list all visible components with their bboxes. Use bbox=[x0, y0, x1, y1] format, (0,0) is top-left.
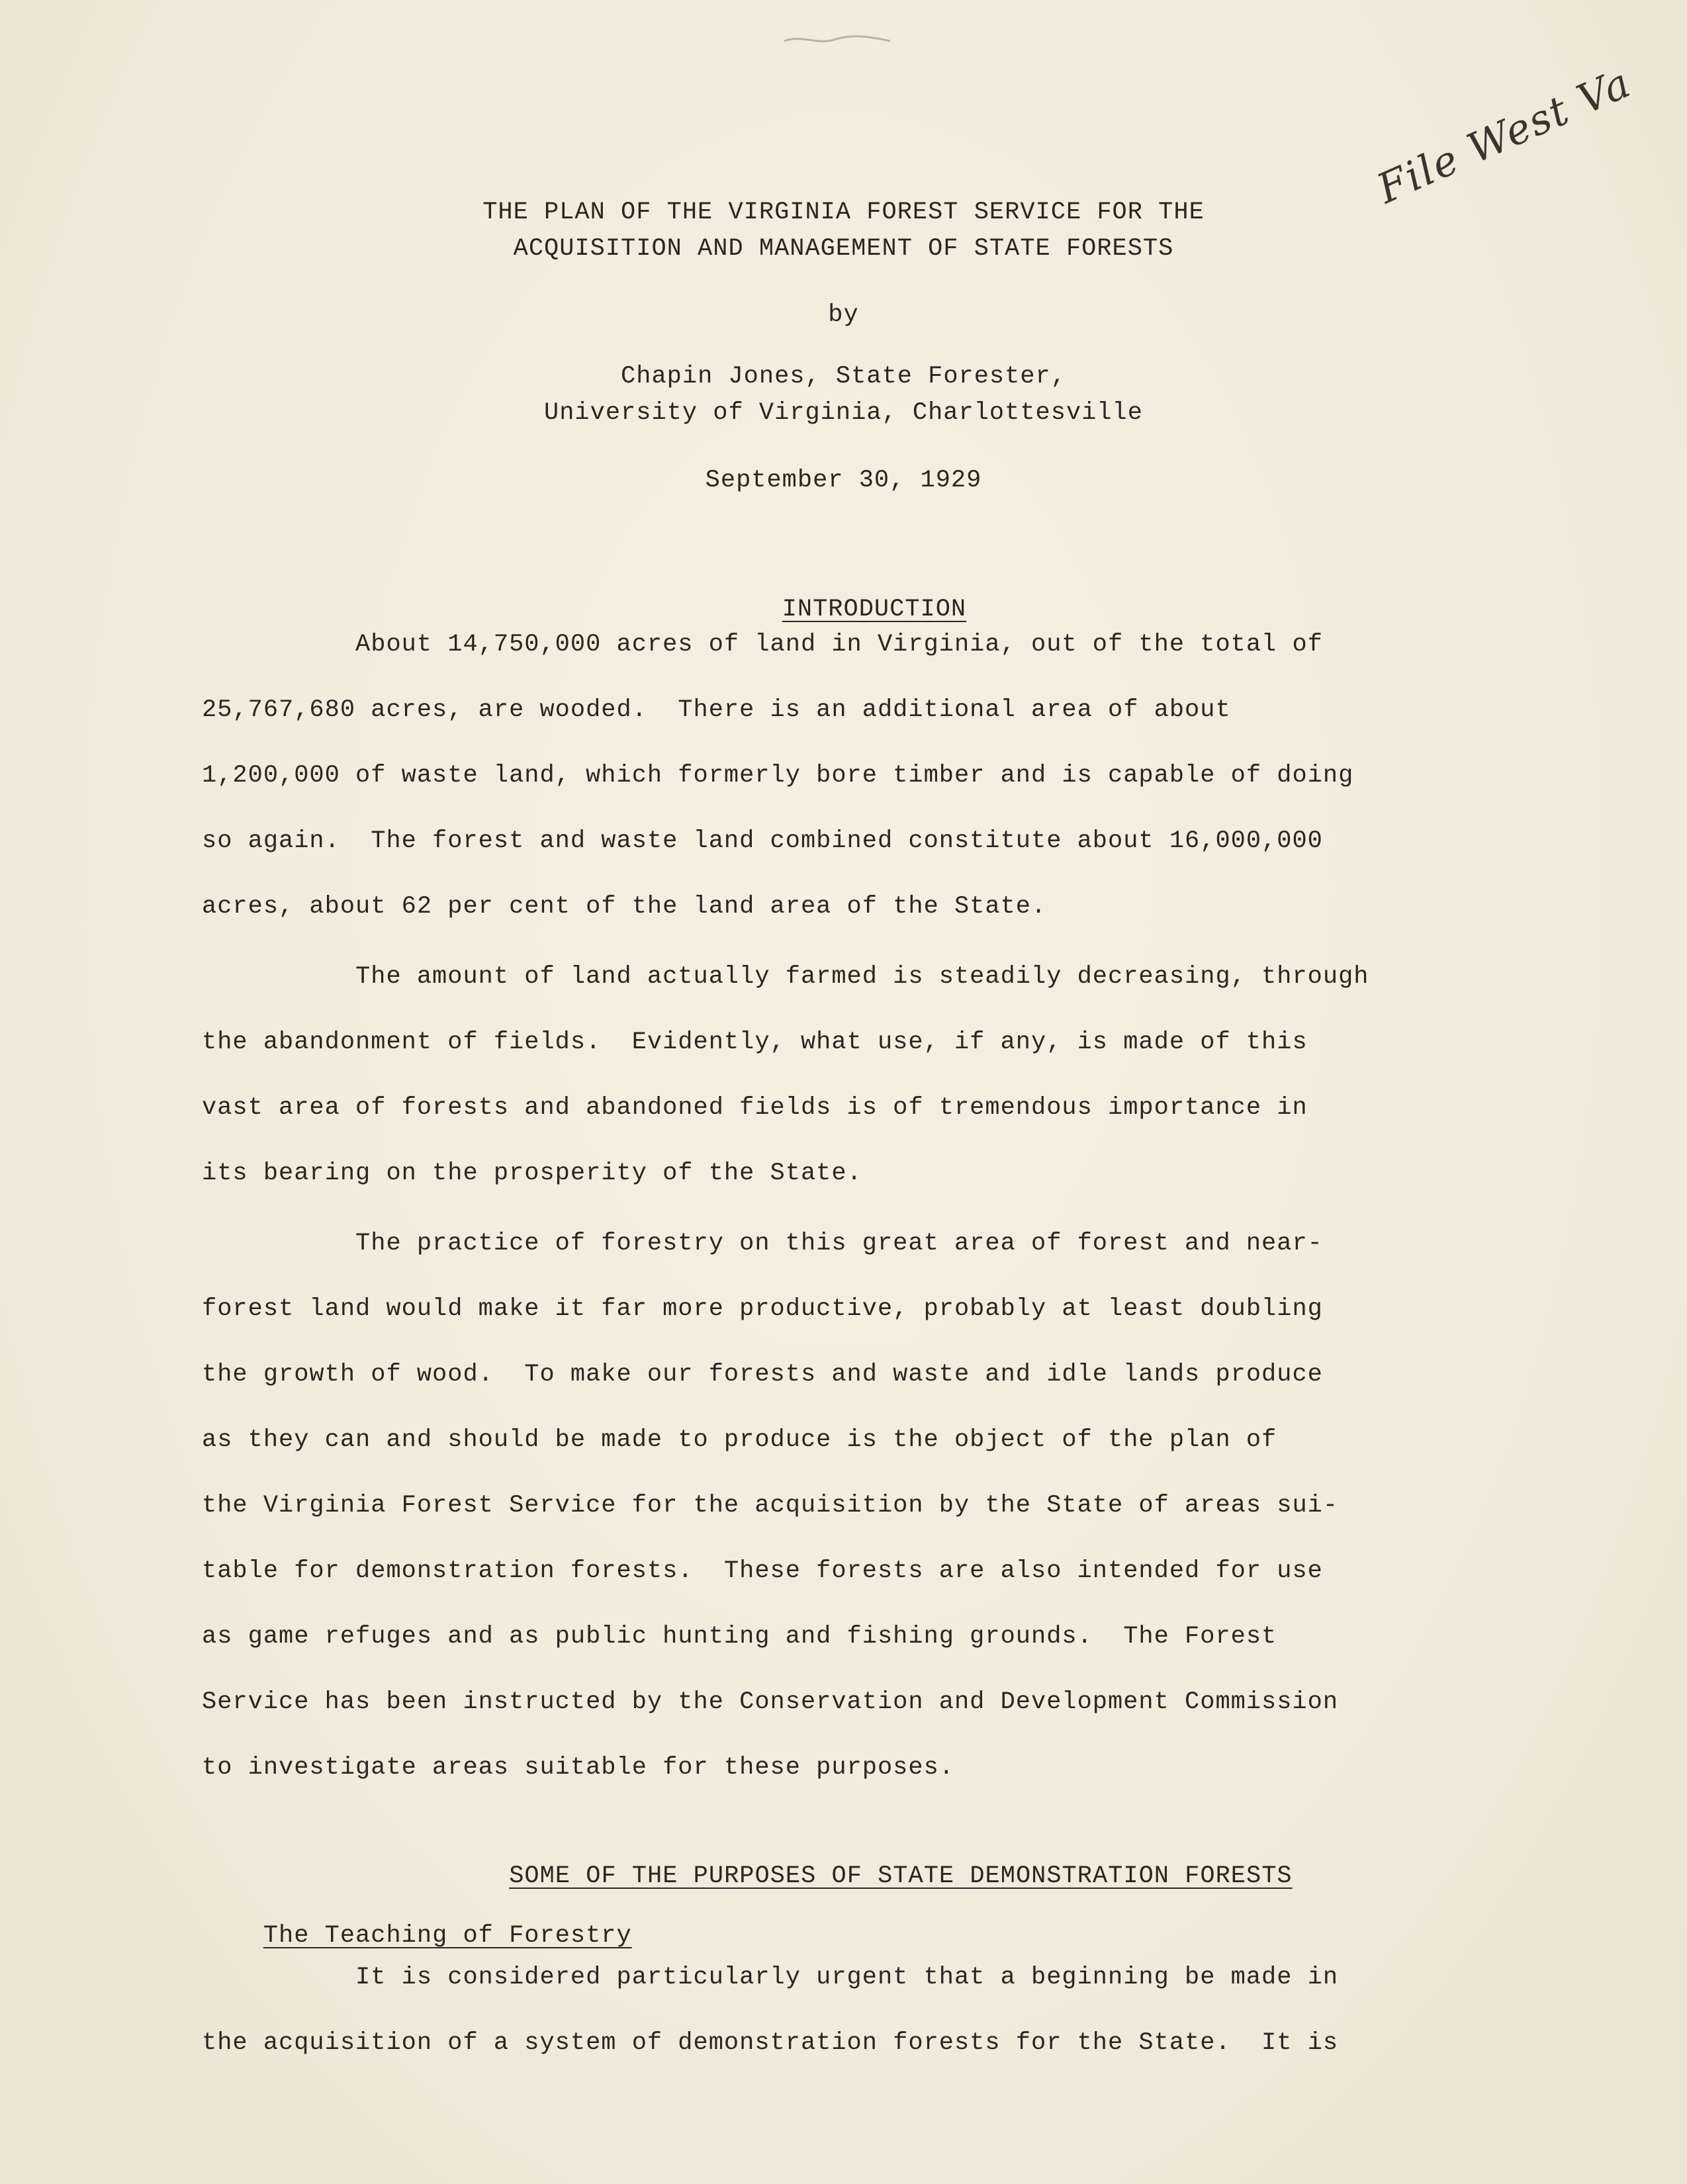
intro-line-13: as they can and should be made to produce is the object of the plan of bbox=[202, 1426, 1277, 1454]
intro-line-1: About 14,750,000 acres of land in Virginia, out of the total of bbox=[202, 631, 1323, 659]
intro-line-7: the abandonment of fields. Evidently, what use, if any, is made of this bbox=[202, 1028, 1308, 1056]
title-line-1: THE PLAN OF THE VIRGINIA FOREST SERVICE FOR THE bbox=[482, 199, 1205, 226]
teaching-line-1: It is considered particularly urgent that a beginning be made in bbox=[202, 1964, 1339, 1991]
document-date: September 30, 1929 bbox=[705, 467, 982, 494]
title-line-2: ACQUISITION AND MANAGEMENT OF STATE FORESTS bbox=[513, 235, 1174, 263]
teaching-heading-text: The Teaching of Forestry bbox=[263, 1922, 632, 1950]
intro-line-14: the Virginia Forest Service for the acquisition by the State of areas sui- bbox=[202, 1492, 1339, 1520]
faint-top-mark bbox=[781, 32, 893, 48]
purposes-heading-text: SOME OF THE PURPOSES OF STATE DEMONSTRATION FORESTS bbox=[509, 1862, 1293, 1890]
intro-line-2: 25,767,680 acres, are wooded. There is an additional area of about bbox=[202, 696, 1231, 724]
intro-line-10: The practice of forestry on this great area of forest and near- bbox=[202, 1230, 1323, 1257]
introduction-heading-text: INTRODUCTION bbox=[782, 596, 967, 623]
intro-line-5: acres, about 62 per cent of the land area of the State. bbox=[202, 893, 1047, 921]
intro-line-6: The amount of land actually farmed is steadily decreasing, through bbox=[202, 963, 1369, 991]
intro-line-12: the growth of wood. To make our forests and waste and idle lands produce bbox=[202, 1361, 1323, 1388]
author-affiliation: University of Virginia, Charlottesville bbox=[544, 399, 1143, 427]
intro-line-11: forest land would make it far more productive, probably at least doubling bbox=[202, 1295, 1323, 1323]
intro-line-9: its bearing on the prosperity of the State. bbox=[202, 1160, 862, 1187]
handwritten-note: File West Va bbox=[1370, 58, 1639, 213]
intro-line-17: Service has been instructed by the Conservation and Development Commission bbox=[202, 1688, 1339, 1716]
intro-line-3: 1,200,000 of waste land, which formerly bore timber and is capable of doing bbox=[202, 762, 1354, 790]
intro-line-4: so again. The forest and waste land combined constitute about 16,000,000 bbox=[202, 827, 1323, 855]
intro-line-8: vast area of forests and abandoned fields is of tremendous importance in bbox=[202, 1094, 1308, 1122]
intro-line-18: to investigate areas suitable for these purposes. bbox=[202, 1754, 954, 1782]
byline: by bbox=[828, 301, 859, 329]
intro-line-15: table for demonstration forests. These forests are also intended for use bbox=[202, 1557, 1323, 1585]
teaching-line-2: the acquisition of a system of demonstration forests for the State. It is bbox=[202, 2029, 1339, 2057]
author-name: Chapin Jones, State Forester, bbox=[621, 363, 1066, 390]
intro-line-16: as game refuges and as public hunting and fishing grounds. The Forest bbox=[202, 1623, 1277, 1651]
